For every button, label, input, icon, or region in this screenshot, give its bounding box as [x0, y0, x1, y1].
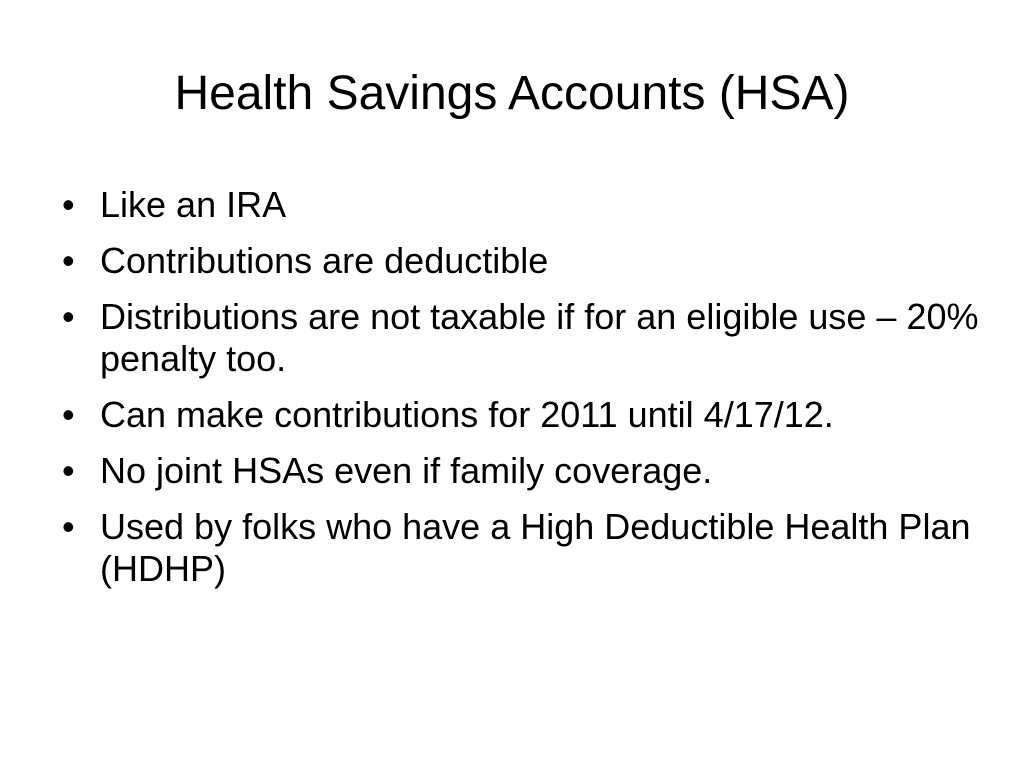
- bullet-item: [56, 394, 986, 436]
- bullet-item: [56, 296, 986, 380]
- bullet-icon: •: [62, 394, 75, 435]
- bullet-text: Distributions are not taxable if for an eligible use – 20% penalty too.: [100, 296, 979, 379]
- bullet-item: [56, 506, 986, 590]
- bullet-item: [56, 184, 986, 226]
- bullet-icon: •: [62, 296, 75, 337]
- bullet-icon: •: [62, 506, 75, 547]
- bullet-icon: •: [62, 450, 75, 491]
- bullet-text: Contributions are deductible: [100, 240, 549, 281]
- bullet-item: [56, 240, 986, 282]
- bullet-list: [56, 184, 986, 604]
- bullet-item: [56, 450, 986, 492]
- bullet-icon: •: [62, 240, 75, 281]
- slide-title: Health Savings Accounts (HSA): [174, 67, 850, 120]
- bullet-text: Like an IRA: [100, 184, 287, 225]
- bullet-text: Used by folks who have a High Deductible Health Plan (HDHP): [100, 506, 971, 589]
- bullet-icon: •: [62, 184, 75, 225]
- bullet-text: Can make contributions for 2011 until 4/17/12.: [100, 394, 834, 435]
- bullet-text: No joint HSAs even if family coverage.: [100, 450, 713, 491]
